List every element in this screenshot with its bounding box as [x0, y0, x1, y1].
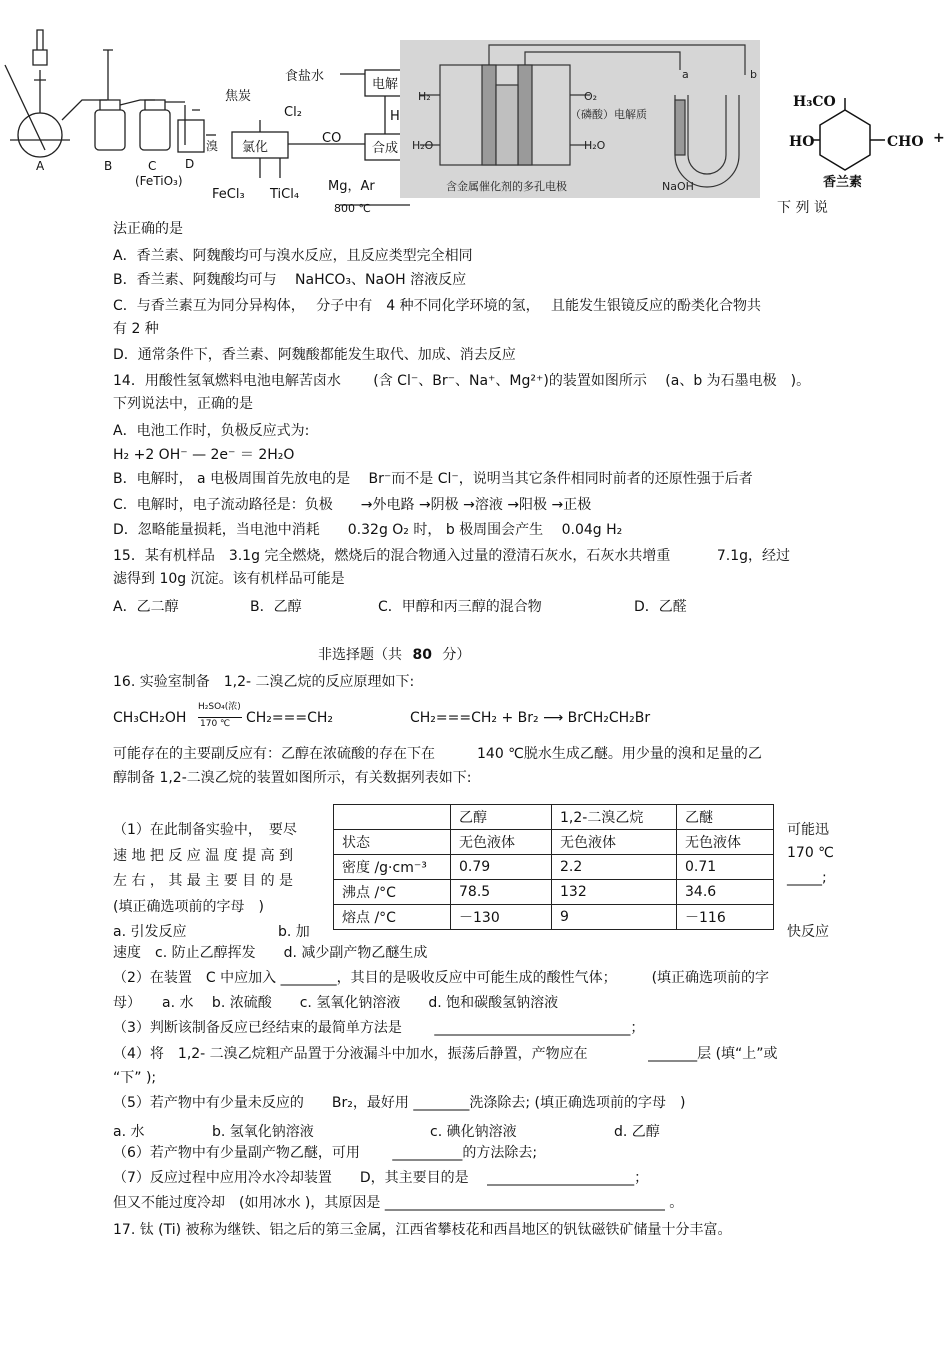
- q16-2: （2）在装置 C 中应加入 ________，其目的是吸收反应中可能生成的酸性气体； (填正确选项前的字: [113, 970, 770, 986]
- q16-5-option-b: b. 氢氧化钠溶液: [212, 1124, 314, 1140]
- q16-1-right-a: 可能迅: [787, 822, 829, 838]
- q16-5: （5）若产物中有少量未反应的 Br₂，最好用 ________洗涤除去; (填正确选项前的字母 ): [113, 1095, 686, 1111]
- option-15a: A．乙二醇: [113, 599, 179, 615]
- flow-dianjie: 电解: [372, 77, 399, 92]
- cell-electrode: 含金属催化剂的多孔电极: [446, 180, 567, 193]
- q16-4-cont: “下” );: [113, 1070, 157, 1086]
- q16-1-d: (填正确选项前的字母 ): [113, 899, 264, 915]
- q16-3: （3）判断该制备反应已经结束的最简单方法是 ____________________________；: [113, 1020, 645, 1036]
- table-row: [334, 905, 774, 930]
- table-cell: 沸点 /°C: [334, 880, 451, 905]
- table-cell: 无色液体: [451, 830, 552, 855]
- flow-mg-ar: Mg，Ar: [328, 179, 375, 194]
- cell-h2o-left: H₂O: [412, 139, 434, 152]
- table-cell: 无色液体: [677, 830, 774, 855]
- option-14d: D．忽略能量损耗，当电池中消耗 0.32g O₂ 时， b 极周围会产生 0.04g H₂: [113, 522, 623, 538]
- table-cell: 34.6: [677, 880, 774, 905]
- label-a: A: [36, 159, 45, 173]
- section-title-score: 80: [412, 647, 432, 663]
- option-14b: B．电解时， a 电极周围首先放电的是 Br⁻而不是 Cl⁻，说明当其它条件相同时前者的还原性强于后者: [113, 471, 753, 487]
- flow-diagram: [210, 60, 410, 215]
- text-line-l1: 法正确的是: [113, 221, 183, 237]
- option-15c: C．甲醇和丙三醇的混合物: [378, 599, 542, 615]
- question-14: 14．用酸性氢氧燃料电池电解苦卤水 (含 Cl⁻、Br⁻、Na⁺、Mg²⁺)的装置如图所示 (a、b 为石墨电极 )。: [113, 373, 811, 389]
- option-15b: B．乙醇: [250, 599, 302, 615]
- table-cell: －130: [451, 905, 552, 930]
- table-row: [334, 880, 774, 905]
- table-row: [334, 855, 774, 880]
- section-title: [318, 644, 470, 664]
- q16-1-c: 左 右 ， 其 最 主 要 目 的 是: [113, 873, 294, 889]
- q16-1-b: 速 地 把 反 应 温 度 提 高 到: [113, 848, 294, 864]
- table-header-cell: 乙醚: [677, 805, 774, 830]
- label-b: B: [104, 159, 113, 173]
- section-title-a: 非选择题（共: [318, 647, 402, 663]
- question-16: 16. 实验室制备 1,2- 二溴乙烷的反应原理如下:: [113, 674, 415, 690]
- label-d: D: [185, 157, 195, 171]
- label-c: C: [148, 159, 157, 173]
- flow-co: CO: [322, 131, 342, 146]
- table-header-cell: 1,2-二溴乙烷: [552, 805, 677, 830]
- flow-jiaotan: 焦炭: [225, 89, 252, 104]
- vanillin-ho: HO: [789, 134, 815, 150]
- table-cell: －116: [677, 905, 774, 930]
- q16-7: （7）反应过程中应用冷水冷却装置 D，其主要目的是 _____________________；: [113, 1170, 649, 1186]
- cell-o2: O₂: [584, 90, 598, 103]
- q16-1-options-cont: 速度 c. 防止乙醇挥发 d. 减少副产物乙醚生成: [113, 945, 428, 961]
- flow-temp: 800 ℃: [334, 202, 371, 215]
- vanillin-name: 香兰素: [823, 175, 863, 190]
- option-14a: A．电池工作时，负极反应式为:: [113, 423, 310, 439]
- flow-h: H: [390, 109, 400, 124]
- question-15-cont: 滤得到 10g 沉淀。该有机样品可能是: [113, 571, 345, 587]
- flow-ticl4: TiCl₄: [270, 187, 300, 202]
- apparatus-figure: [0, 10, 240, 190]
- reaction-2: CH₂===CH₂ + Br₂ ⟶ BrCH₂CH₂Br: [410, 710, 651, 726]
- q16-1-a: （1）在此制备实验中， 要尽: [113, 822, 297, 838]
- q16-1-option-a: a. 引发反应: [113, 924, 187, 940]
- side-reaction-text-cont: 醇制备 1,2-二溴乙烷的装置如图所示，有关数据列表如下:: [113, 770, 472, 786]
- cell-h2: H₂: [418, 90, 431, 103]
- table-cell: 无色液体: [552, 830, 677, 855]
- option-13a: A．香兰素、阿魏酸均可与溴水反应，且反应类型完全相同: [113, 248, 473, 264]
- q16-5-option-d: d. 乙醇: [614, 1124, 660, 1140]
- q16-1-right-d: 快反应: [787, 924, 829, 940]
- flow-cl2: Cl₂: [284, 105, 302, 120]
- q16-4: （4）将 1,2- 二溴乙烷粗产品置于分液漏斗中加水，振荡后静置，产物应在 _______层 (填“上”或: [113, 1046, 778, 1062]
- option-13b: B．香兰素、阿魏酸均可与 NaHCO₃、NaOH 溶液反应: [113, 272, 467, 288]
- side-reaction-text: 可能存在的主要副反应有：乙醇在浓硫酸的存在下在 140 ℃脱水生成乙醚。用少量的溴和足量的乙: [113, 746, 762, 762]
- table-cell: 0.71: [677, 855, 774, 880]
- vanillin-plus: +: [933, 130, 945, 146]
- cell-naoh: NaOH: [662, 180, 694, 193]
- cell-a: a: [682, 68, 689, 81]
- q16-2-options: 母） a. 水 b. 浓硫酸 c. 氢氧化钠溶液 d. 饱和碳酸氢钠溶液: [113, 995, 559, 1011]
- q16-1-right-b: 170 ℃: [787, 845, 834, 861]
- option-13d: D．通常条件下，香兰素、阿魏酸都能发生取代、加成、消去反应: [113, 347, 516, 363]
- q16-5-option-a: a. 水: [113, 1124, 145, 1140]
- bromine-label: 溴: [206, 139, 219, 153]
- q16-5-option-c: c. 碘化钠溶液: [430, 1124, 517, 1140]
- vanillin-cho: CHO: [887, 134, 924, 150]
- cell-electrolyte: （磷酸）电解质: [570, 108, 647, 121]
- table-cell: 9: [552, 905, 677, 930]
- vanillin-h3co: H₃CO: [793, 94, 836, 110]
- table-header-cell: 乙醇: [451, 805, 552, 830]
- properties-table: [333, 804, 774, 930]
- table-cell: 熔点 /°C: [334, 905, 451, 930]
- fetio3-note: (FeTiO₃): [135, 174, 183, 188]
- question-17: 17. 钛 (Ti) 被称为继铁、铝之后的第三金属，江西省攀枝花和西昌地区的钒钛磁铁矿储量十分丰富。: [113, 1222, 732, 1238]
- option-13c-cont: 有 2 种: [113, 321, 159, 337]
- table-cell: 78.5: [451, 880, 552, 905]
- table-cell: 0.79: [451, 855, 552, 880]
- option-14a-eq: H₂ +2 OH⁻ — 2e⁻ ＝ 2H₂O: [113, 447, 295, 463]
- table-row: [334, 830, 774, 855]
- fuel-cell-figure: [400, 40, 760, 198]
- vanillin-structure: [785, 80, 950, 190]
- q16-6: （6）若产物中有少量副产物乙醚，可用 __________的方法除去;: [113, 1145, 538, 1161]
- flow-fecl3: FeCl₃: [212, 187, 245, 202]
- reaction-1-left: CH₃CH₂OH: [113, 710, 187, 726]
- flow-luhua: 氯化: [242, 140, 269, 155]
- table-cell: 密度 /g·cm⁻³: [334, 855, 451, 880]
- flow-shiyanshui: 食盐水: [285, 69, 325, 84]
- table-header-cell: [334, 805, 451, 830]
- option-14c: C．电解时，电子流动路径是：负极 →外电路 →阴极 →溶液 →阳极 →正极: [113, 497, 592, 513]
- flow-hecheng: 合成: [372, 141, 399, 156]
- question-14-cont: 下列说法中，正确的是: [113, 396, 253, 412]
- table-cell: 132: [552, 880, 677, 905]
- text-line-l0: 下 列 说: [777, 200, 828, 216]
- q16-1-right-c: _____;: [787, 870, 827, 886]
- reaction-1-right: CH₂===CH₂: [246, 710, 334, 726]
- table-header-row: [334, 805, 774, 830]
- option-15d: D．乙醛: [634, 599, 687, 615]
- table-cell: 2.2: [552, 855, 677, 880]
- question-15: 15．某有机样品 3.1g 完全燃烧，燃烧后的混合物通入过量的澄清石灰水，石灰水共增重 7.1g，经过: [113, 548, 791, 564]
- table-cell: 状态: [334, 830, 451, 855]
- option-13c: C．与香兰素互为同分异构体， 分子中有 4 种不同化学环境的氢， 且能发生银镜反应的酚类化合物共: [113, 298, 762, 314]
- q16-1-option-b: b. 加: [278, 924, 310, 940]
- section-title-c: 分）: [442, 647, 471, 663]
- reaction-condition-bottom: 170 ℃: [200, 719, 231, 729]
- reaction-arrow: [198, 717, 242, 718]
- reaction-condition-top: H₂SO₄(浓): [198, 702, 241, 712]
- cell-h2o-right: H₂O: [584, 139, 606, 152]
- cell-b: b: [750, 68, 757, 81]
- q16-7-cont: 但又不能过度冷却 (如用冰水 )，其原因是 ________________________________________ 。: [113, 1195, 684, 1211]
